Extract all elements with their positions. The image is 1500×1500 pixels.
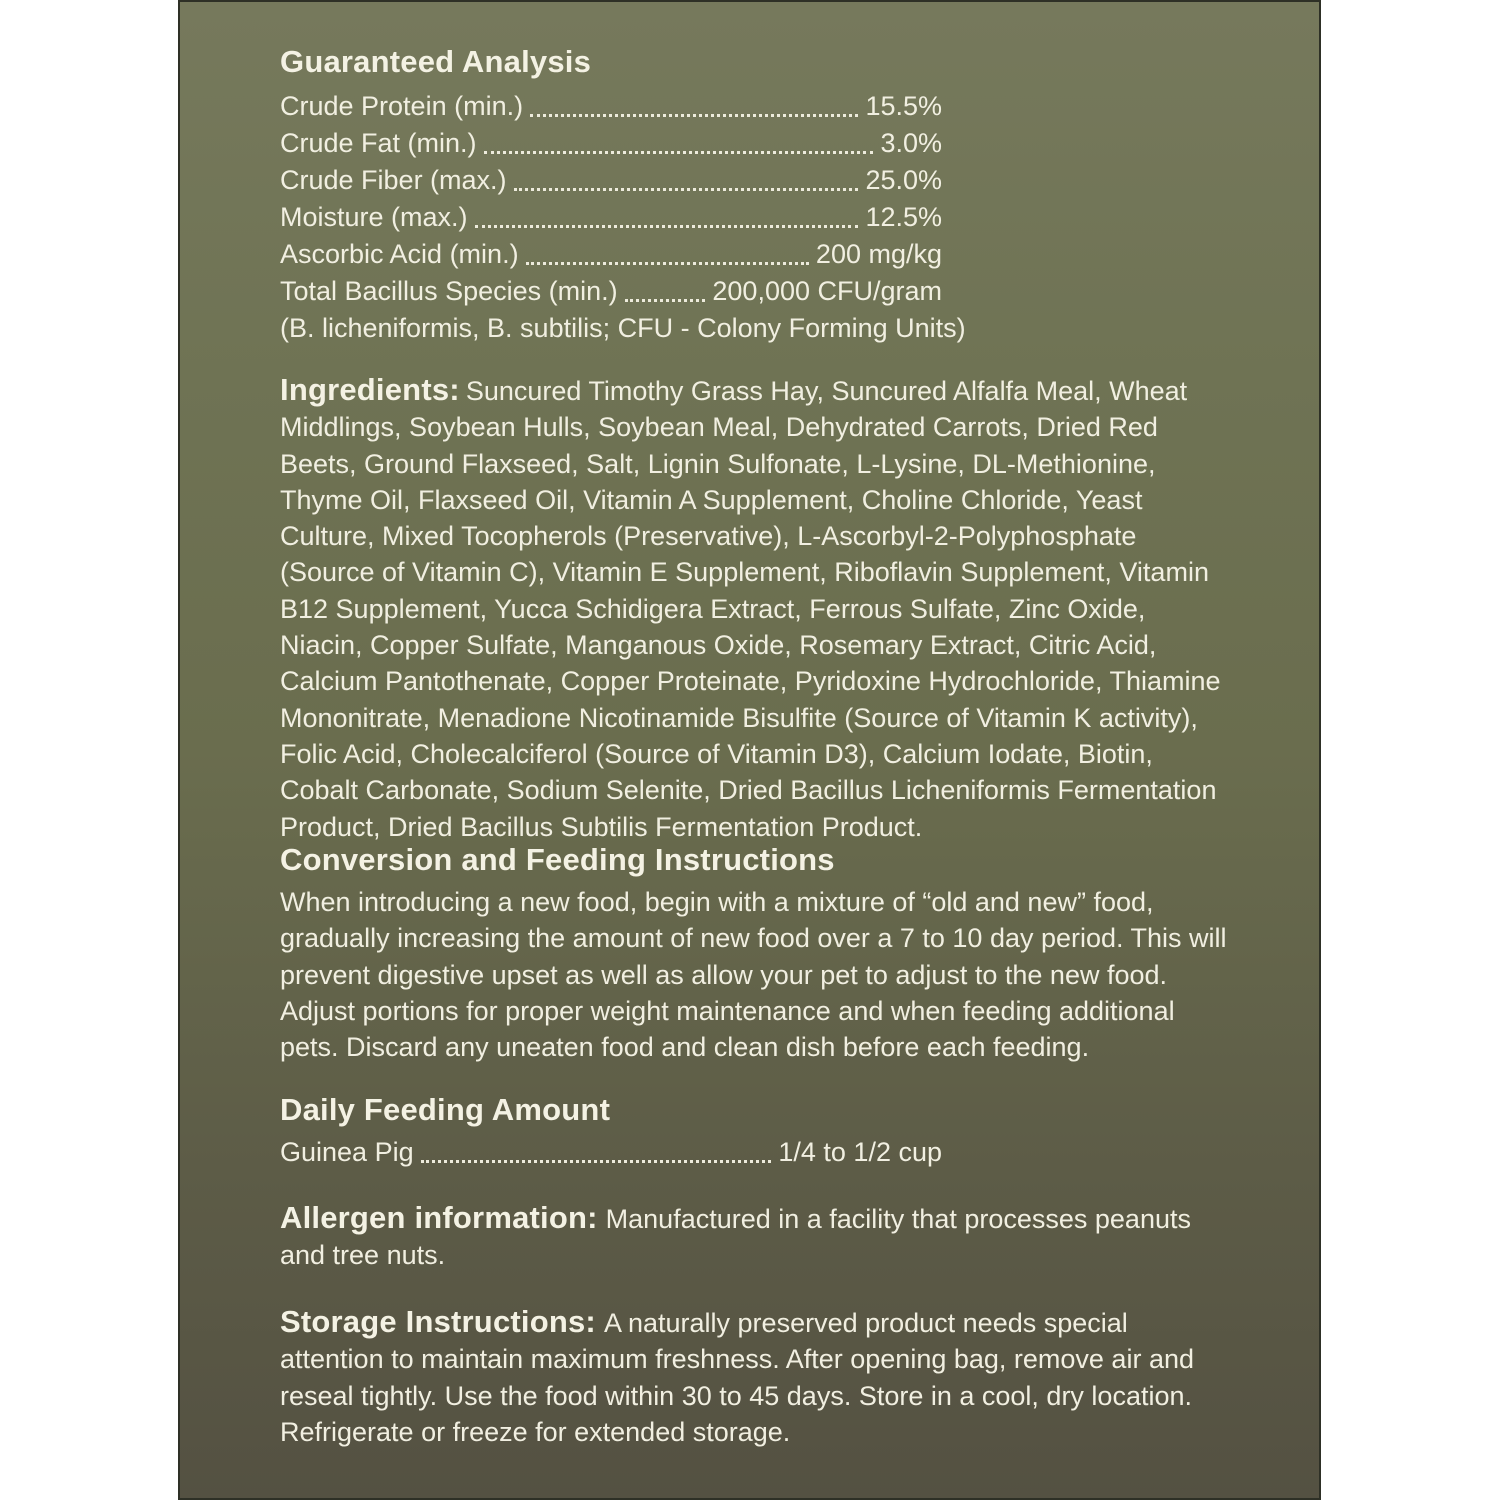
- guaranteed-analysis-heading: Guaranteed Analysis: [280, 44, 592, 79]
- row-name: Guinea Pig: [280, 1137, 414, 1167]
- row-value: 200 mg/kg: [815, 239, 942, 269]
- row-name: Total Bacillus Species (min.): [280, 276, 618, 306]
- row-value: 1/4 to 1/2 cup: [778, 1137, 942, 1167]
- dotted-leader: [530, 114, 858, 117]
- table-row: [280, 199, 942, 236]
- daily-feeding-heading: Daily Feeding Amount: [280, 1092, 611, 1127]
- storage-text: A naturally preserved product needs special attention to maintain maximum freshness. After opening bag, remove air and reseal tightly. Use the food within 30 to 45 days. Store in a cool, dry location. Refrigerate or freeze for extended storage.: [280, 1308, 1194, 1447]
- allergen-heading: Allergen information:: [280, 1200, 598, 1235]
- row-value: 12.5%: [865, 202, 942, 232]
- row-value: 15.5%: [865, 91, 942, 121]
- row-value: 200,000 CFU/gram: [712, 276, 942, 306]
- table-row: [280, 162, 942, 199]
- dotted-leader: [514, 188, 859, 191]
- storage-paragraph: [280, 1304, 1232, 1450]
- conversion-feeding-section: [280, 842, 1232, 1065]
- guaranteed-analysis-section: [280, 44, 1232, 347]
- conversion-feeding-text: When introducing a new food, begin with a mixture of “old and new” food, gradually increasing the amount of new food over a 7 to 10 day period. This will prevent digestive upset as well as allow your pet to adjust to the new food. Adjust portions for proper weight maintenance and when feeding additional pets. Discard any uneaten food and clean dish before each feeding.: [280, 887, 1227, 1063]
- guaranteed-analysis-table: [280, 88, 942, 310]
- bacillus-footnote: (B. licheniformis, B. subtilis; CFU - Colony Forming Units): [280, 313, 966, 343]
- pet-food-label-panel: [178, 0, 1321, 1500]
- row-value: 3.0%: [880, 128, 942, 158]
- daily-feeding-section: [280, 1092, 1232, 1171]
- ingredients-heading: Ingredients:: [280, 372, 460, 407]
- row-name: Crude Fiber (max.): [280, 165, 507, 195]
- table-row: [280, 125, 942, 162]
- table-row: [280, 273, 942, 310]
- table-row: [280, 88, 942, 125]
- daily-feeding-table: [280, 1134, 942, 1171]
- allergen-paragraph: [280, 1200, 1232, 1274]
- conversion-feeding-heading: Conversion and Feeding Instructions: [280, 842, 835, 877]
- dotted-leader: [421, 1160, 772, 1163]
- allergen-section: [280, 1200, 1232, 1274]
- table-row: [280, 236, 942, 273]
- row-name: Crude Protein (min.): [280, 91, 524, 121]
- dotted-leader: [484, 151, 874, 154]
- ingredients-paragraph: [280, 372, 1232, 845]
- dotted-leader: [625, 299, 706, 302]
- ingredients-text: Suncured Timothy Grass Hay, Suncured Alfalfa Meal, Wheat Middlings, Soybean Hulls, Soybean Meal, Dehydrated Carrots, Dried Red Beets, Ground Flaxseed, Salt, Lignin Sulfonate, L-Lysine, DL-Methionine, Thyme Oil, Flaxseed Oil, Vitamin A Supplement, Choline Chloride, Yeast Culture, Mixed Tocopherols (Preservative), L-Ascorbyl-2-Polyphosphate (Source of Vitamin C), Vitamin E Supplement, Riboflavin Supplement, Vitamin B12 Supplement, Yucca Schidigera Extract, Ferrous Sulfate, Zinc Oxide, Niacin, Copper Sulfate, Manganous Oxide, Rosemary Extract, Citric Acid, Calcium Pantothenate, Copper Proteinate, Pyridoxine Hydrochloride, Thiamine Mononitrate, Menadione Nicotinamide Bisulfite (Source of Vitamin K activity), Folic Acid, Cholecalciferol (Source of Vitamin D3), Calcium Iodate, Biotin, Cobalt Carbonate, Sodium Selenite, Dried Bacillus Licheniformis Fermentation Product, Dried Bacillus Subtilis Fermentation Product.: [280, 376, 1221, 842]
- allergen-text: Manufactured in a facility that processes peanuts and tree nuts.: [280, 1204, 1191, 1271]
- table-row: [280, 1134, 942, 1171]
- dotted-leader: [526, 262, 809, 265]
- row-value: 25.0%: [865, 165, 942, 195]
- row-name: Crude Fat (min.): [280, 128, 477, 158]
- storage-section: [280, 1304, 1232, 1450]
- row-name: Ascorbic Acid (min.): [280, 239, 519, 269]
- storage-heading: Storage Instructions:: [280, 1304, 596, 1339]
- dotted-leader: [475, 225, 859, 228]
- row-name: Moisture (max.): [280, 202, 468, 232]
- ingredients-section: [280, 372, 1232, 845]
